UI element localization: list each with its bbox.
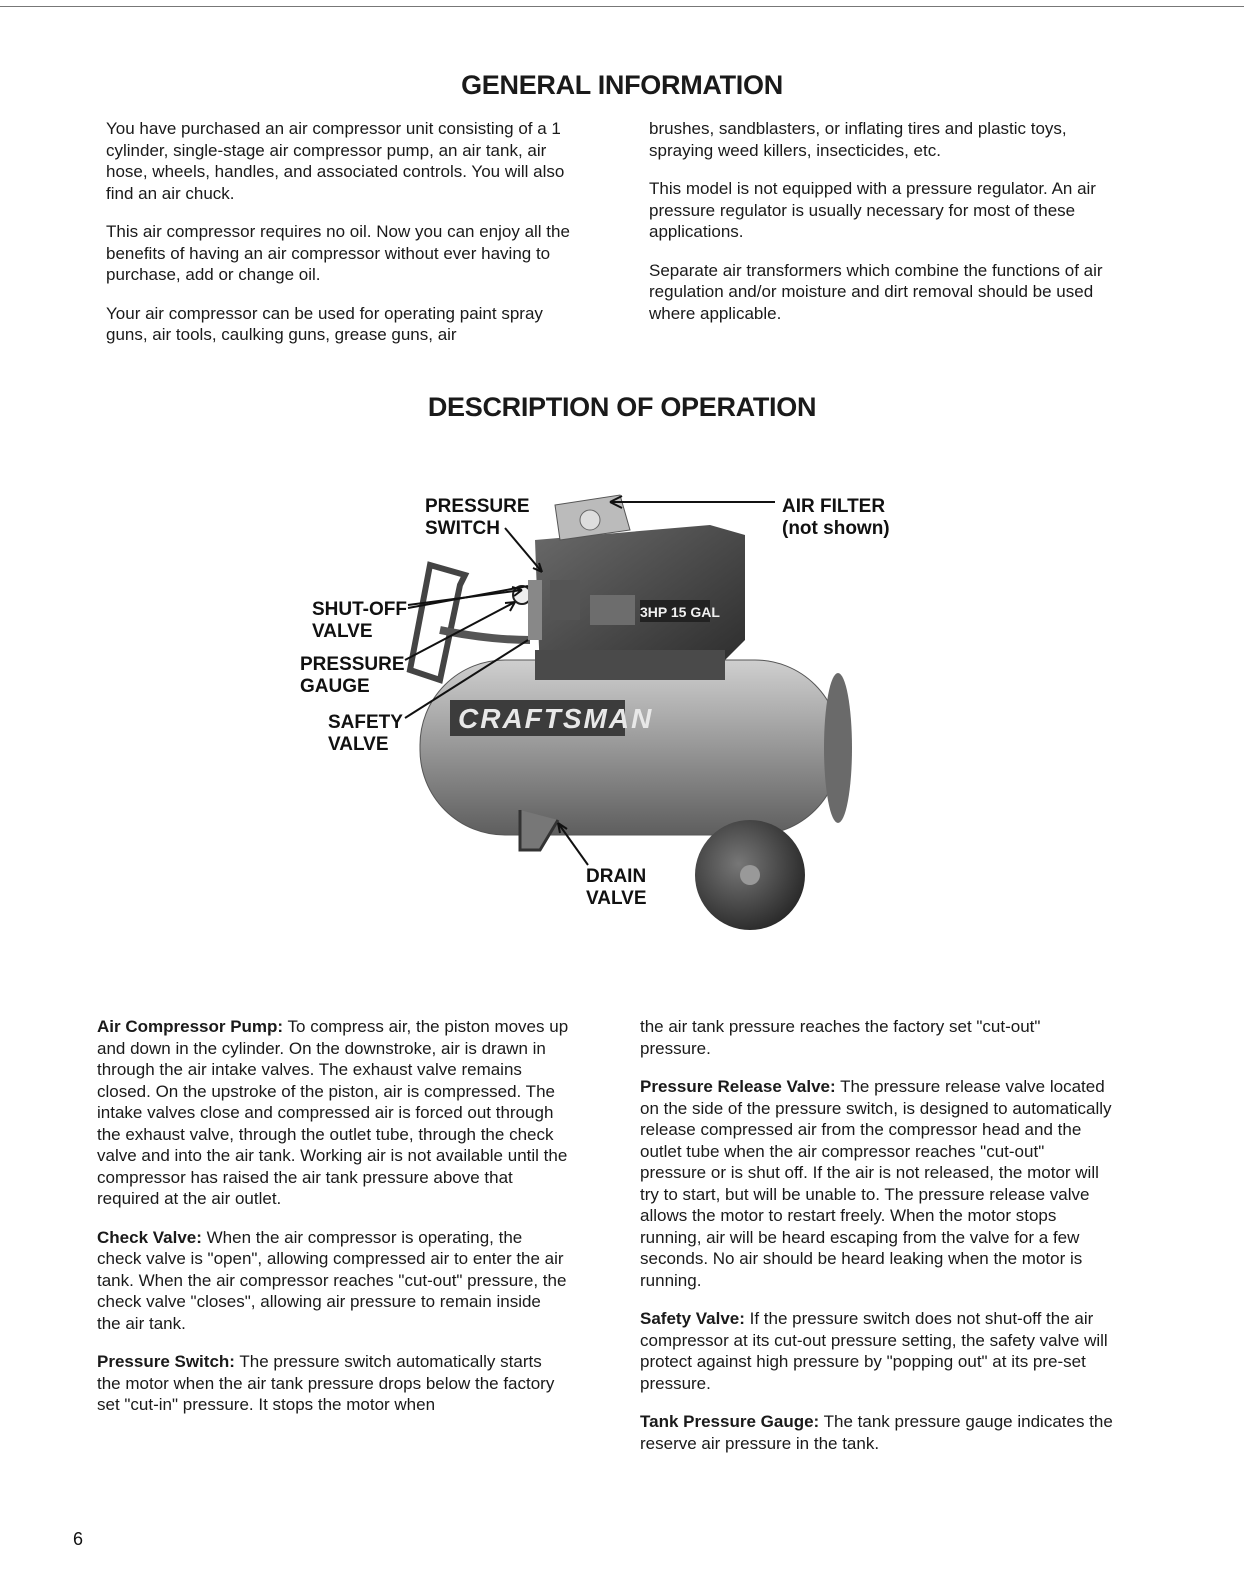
model-badge: 3HP 15 GAL bbox=[640, 604, 720, 620]
general-info-paragraph: This model is not equipped with a pressure regulator. An air pressure regulator is usually necessary for most of these applications. bbox=[649, 179, 1096, 241]
label-safety-valve-line2: VALVE bbox=[328, 734, 389, 755]
brand-name: CRAFTSMAN bbox=[458, 703, 654, 734]
description-of-operation-title: DESCRIPTION OF OPERATION bbox=[427, 392, 817, 422]
section-pressure-switch-continued: the air tank pressure reaches the factory set "cut-out" pressure. bbox=[640, 1017, 1041, 1058]
operation-left-column bbox=[97, 1016, 569, 1433]
label-shut-off-valve-line2: VALVE bbox=[312, 621, 373, 642]
svg-text:(not shown) bbox=[782, 518, 890, 539]
air-compressor-figure bbox=[290, 490, 990, 960]
svg-text:GAUGE bbox=[300, 676, 370, 697]
section-air-compressor-pump bbox=[97, 1016, 569, 1210]
handle-icon bbox=[410, 565, 465, 680]
text-safety-valve: If the pressure switch does not shut-off the air compressor at its cut-out pressure setting, the safety valve will protect against high pressure by "popping out" at its pre-set pressure. bbox=[640, 1309, 1108, 1393]
operation-right-column bbox=[640, 1016, 1115, 1471]
general-info-paragraph: This air compressor requires no oil. Now you can enjoy all the benefits of having an air compressor without ever having to purchase, add or change oil. bbox=[106, 222, 570, 284]
svg-text:DRAIN bbox=[586, 866, 646, 887]
top-rule bbox=[0, 6, 1244, 7]
general-information-title: GENERAL INFORMATION bbox=[461, 70, 783, 100]
section-pressure-release-valve bbox=[640, 1076, 1115, 1291]
general-info-left-column bbox=[106, 118, 581, 363]
page-number: 6 bbox=[73, 1529, 84, 1549]
term-pressure-release-valve: Pressure Release Valve: bbox=[640, 1077, 836, 1096]
svg-text:PRESSURE bbox=[300, 654, 405, 675]
label-air-filter-line1: AIR FILTER bbox=[782, 496, 886, 517]
general-info-paragraph: Your air compressor can be used for operating paint spray guns, air tools, caulking guns, grease guns, air bbox=[106, 303, 543, 344]
label-pressure-switch-line2: SWITCH bbox=[425, 518, 500, 539]
svg-text:VALVE bbox=[586, 888, 647, 909]
air-tank bbox=[420, 660, 840, 835]
label-safety-valve-line1: SAFETY bbox=[328, 712, 403, 733]
general-info-paragraph: brushes, sandblasters, or inflating tires and plastic toys, spraying weed killers, insecticides, etc. bbox=[649, 119, 1067, 160]
label-shut-off-valve-line1: SHUT-OFF bbox=[312, 599, 407, 620]
section-tank-pressure-gauge bbox=[640, 1411, 1115, 1454]
text-pressure-switch: The pressure switch automatically starts the motor when the air tank pressure drops below the factory set "cut-in" pressure. It stops the motor when bbox=[97, 1352, 555, 1414]
section-safety-valve bbox=[640, 1308, 1115, 1394]
label-pressure-gauge-line1: PRESSURE bbox=[300, 654, 405, 675]
label-pressure-gauge-line2: GAUGE bbox=[300, 676, 370, 697]
general-info-paragraph: You have purchased an air compressor unit consisting of a 1 cylinder, single-stage air compressor pump, an air tank, air hose, wheels, handles, and associated controls. You will also find an air chuck. bbox=[106, 119, 565, 203]
term-check-valve: Check Valve: bbox=[97, 1227, 202, 1247]
label-drain-valve-line1: DRAIN bbox=[586, 866, 647, 887]
label-air-filter-line2: (not shown) bbox=[782, 518, 890, 539]
svg-text:SWITCH bbox=[425, 518, 500, 539]
general-info-right-column bbox=[649, 118, 1121, 341]
term-safety-valve: Safety Valve: bbox=[640, 1309, 745, 1328]
term-pressure-switch: Pressure Switch: bbox=[97, 1352, 235, 1371]
section-pressure-switch bbox=[97, 1351, 569, 1416]
section-check-valve bbox=[97, 1227, 569, 1335]
text-pressure-release-valve: The pressure release valve located on the side of the pressure switch, is designed to automatically release compressed air from the compressor head and the outlet tube when the air compressor reaches "cut-out" pressure or is shut off. If the air is not released, the motor will try to start, but will be unable to. The pressure release valve allows the motor to restart freely. When the motor stops running, air will be heard escaping from the valve for a few seconds. No air should be heard leaking when the motor is running. bbox=[640, 1077, 1112, 1290]
general-info-paragraph: Separate air transformers which combine the functions of air regulation and/or moisture and dirt removal should be used where applicable. bbox=[649, 260, 1103, 323]
svg-text:SAFETY bbox=[328, 712, 403, 733]
svg-text:AIR FILTER bbox=[782, 496, 885, 517]
svg-text:VALVE bbox=[312, 621, 373, 642]
text-check-valve: When the air compressor is operating, the check valve is "open", allowing compressed air to enter the air tank. When the air compressor reaches "cut-out" pressure, the check valve "closes", allowing air pressure to remain inside the air tank. bbox=[97, 1227, 567, 1333]
svg-text:VALVE bbox=[328, 734, 389, 755]
text-tank-pressure-gauge: The tank pressure gauge indicates the reserve air pressure in the tank. bbox=[640, 1412, 1113, 1453]
label-pressure-switch-line1: PRESSURE bbox=[425, 496, 530, 517]
text-air-compressor-pump: To compress air, the piston moves up and down in the cylinder. On the downstroke, air is drawn in through the air intake valves. The exhaust valve remains closed. On the upstroke of the piston, air is compressed. The intake valves close and compressed air is forced out through the exhaust valve, through the outlet tube, through the check valve and into the air tank. Working air is not available until the compressor has raised the air tank pressure above that required at the air outlet. bbox=[97, 1017, 569, 1208]
svg-text:PRESSURE bbox=[425, 496, 530, 517]
label-drain-valve-line2: VALVE bbox=[586, 888, 647, 909]
term-tank-pressure-gauge: Tank Pressure Gauge: bbox=[640, 1412, 820, 1431]
svg-text:SHUT-OFF bbox=[312, 599, 407, 620]
term-air-compressor-pump: Air Compressor Pump: bbox=[97, 1017, 284, 1036]
